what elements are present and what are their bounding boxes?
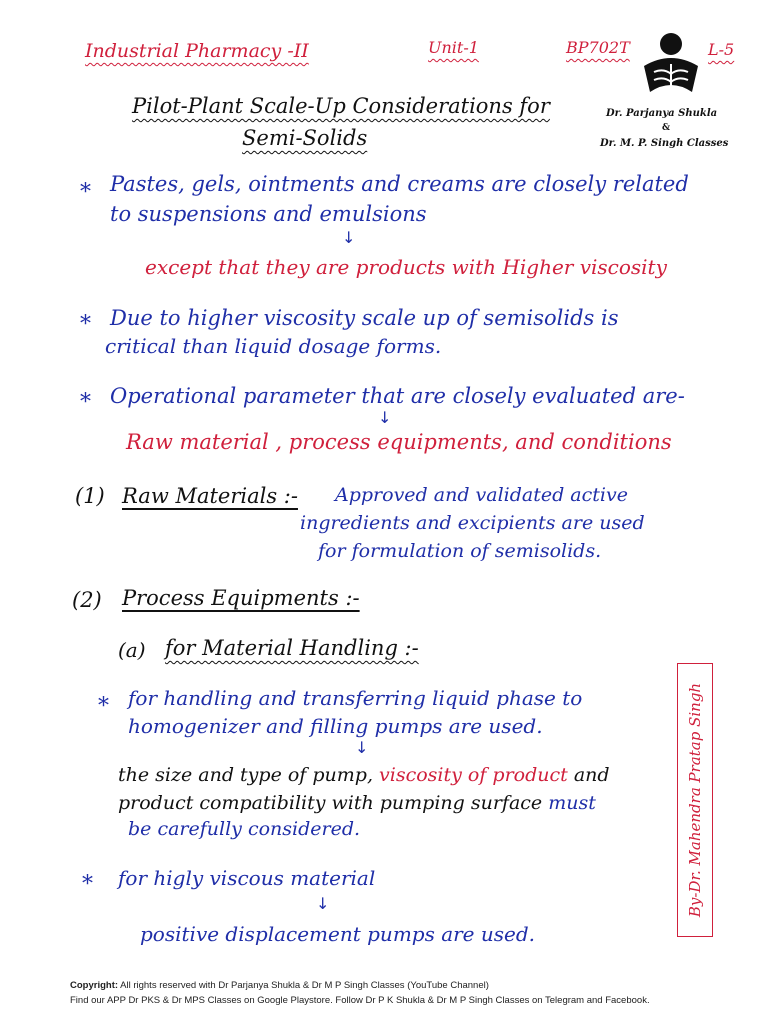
arrow-4: ↓ — [316, 894, 330, 913]
point1-note-highlight: Higher viscosity — [502, 255, 667, 279]
b1-line1: for handling and transferring liquid phase to — [128, 686, 583, 710]
b1-note3: be carefully considered. — [128, 818, 361, 840]
bullet-4: * — [98, 694, 109, 719]
side-credit: By-Dr. Mahendra Pratap Singh — [686, 682, 704, 918]
bullet-2: * — [80, 312, 91, 337]
b2-note: positive displacement pumps are used. — [140, 922, 536, 946]
lecture-number: L-5 — [708, 40, 735, 59]
logo-caption-amp: & — [662, 123, 671, 133]
footer-follow: Find our APP Dr PKS & Dr MPS Classes on Google Playstore. Follow Dr P K Shukla & Dr M P Singh Classes on Telegram and Facebook. — [70, 995, 650, 1006]
point1-line2: to suspensions and emulsions — [110, 202, 427, 226]
logo-caption-1: Dr. Parjanya Shukla — [606, 108, 718, 119]
course-title: Industrial Pharmacy -II — [85, 40, 309, 62]
point3-line1: Operational parameter that are closely evaluated are- — [110, 384, 685, 408]
page-title-line2: Semi-Solids — [242, 126, 368, 150]
section1-line1: Approved and validated active — [335, 484, 628, 506]
arrow-2: ↓ — [378, 408, 392, 427]
b1-note2-a: product compatibility with pumping surface — [118, 792, 549, 814]
section1-heading: Raw Materials :- — [122, 484, 298, 508]
b1-note1-c: and — [567, 764, 610, 786]
page-title-line1: Pilot-Plant Scale-Up Considerations for — [132, 94, 550, 118]
point3-note: Raw material , process equipments, and conditions — [126, 430, 672, 454]
arrow-1: ↓ — [342, 228, 356, 247]
b2-line1: for higly viscous material — [118, 866, 376, 890]
bullet-5: * — [82, 872, 93, 897]
course-code: BP702T — [566, 38, 630, 57]
footer-copyright — [70, 980, 489, 991]
section1-line3: for formulation of semisolids. — [318, 540, 602, 562]
footer-copyright-label: Copyright: — [70, 980, 119, 991]
unit-label: Unit-1 — [428, 38, 479, 57]
footer-copyright-text: All rights reserved with Dr Parjanya Shukla & Dr M P Singh Classes (YouTube Channel) — [118, 980, 489, 991]
b1-line2: homogenizer and filling pumps are used. — [128, 714, 543, 738]
sub-a-number: (a) — [118, 638, 146, 662]
point1-note — [145, 255, 667, 279]
b1-note1 — [118, 764, 610, 786]
point1-note-a: except that they are products with — [145, 255, 503, 279]
bullet-1: * — [80, 180, 91, 205]
point2-line2: critical than liquid dosage forms. — [105, 334, 442, 358]
section2-heading: Process Equipments :- — [122, 586, 360, 610]
point1-line1: Pastes, gels, ointments and creams are closely related — [110, 172, 689, 196]
classes-logo — [640, 30, 702, 102]
b1-note2 — [118, 792, 596, 814]
b1-note1-highlight: viscosity of product — [379, 764, 568, 786]
sub-a-heading: for Material Handling :- — [165, 636, 419, 660]
logo-caption-2: Dr. M. P. Singh Classes — [600, 138, 729, 149]
b1-note2-b: must — [548, 792, 596, 814]
section1-line2: ingredients and excipients are used — [300, 512, 645, 534]
point2-line1: Due to higher viscosity scale up of semisolids is — [110, 306, 619, 330]
arrow-3: ↓ — [355, 738, 369, 757]
bullet-3: * — [80, 390, 91, 415]
b1-note1-a: the size and type of pump, — [118, 764, 380, 786]
section1-number: (1) — [75, 484, 105, 508]
section2-number: (2) — [72, 588, 102, 612]
